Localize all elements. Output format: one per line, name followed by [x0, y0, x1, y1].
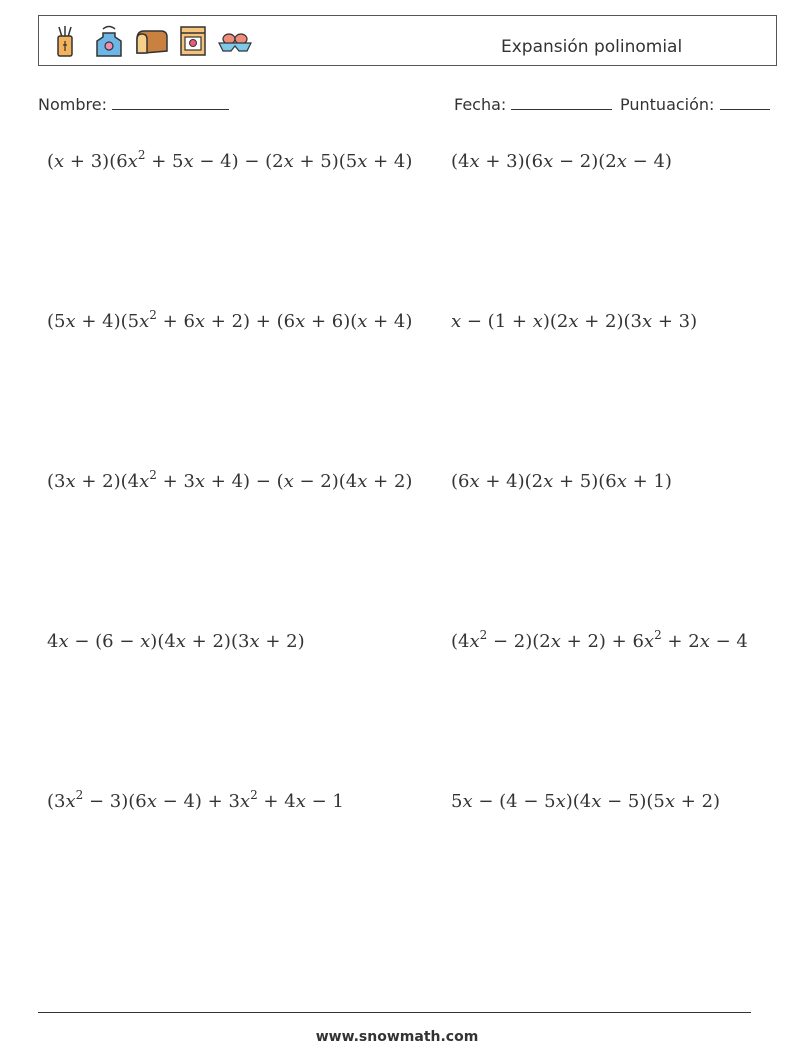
expression-text: + 3 [156, 471, 195, 492]
variable: x [357, 151, 368, 172]
variable: x [469, 631, 480, 652]
variable: x [65, 471, 76, 492]
expression-text: )(4 [565, 791, 592, 812]
worksheet-title: Expansión polinomial [501, 37, 683, 57]
variable: x [295, 311, 306, 332]
bread-icon [133, 23, 169, 59]
exponent: 2 [75, 788, 84, 802]
variable: x [65, 791, 76, 812]
variable: x [469, 471, 480, 492]
expression-text: 4 [47, 631, 59, 652]
exponent: 2 [250, 788, 258, 802]
score-label: Puntuación: [620, 95, 715, 114]
problem-10 [451, 791, 720, 812]
variable: x [550, 631, 561, 652]
expression-text: ( [47, 151, 55, 172]
expression-text: + 2) + 6 [560, 631, 644, 652]
variable: x [139, 311, 150, 332]
variable: x [194, 471, 206, 492]
expression-text: )(2 [542, 311, 569, 332]
variable: x [357, 471, 368, 492]
variable: x [543, 471, 554, 492]
variable: x [127, 151, 138, 172]
expression-text: − 2)(2 [553, 151, 617, 172]
expression-text: − 4 [709, 631, 748, 652]
exponent: 2 [137, 148, 146, 162]
oven-icon [175, 23, 211, 59]
expression-text: + 4)(2 [479, 471, 544, 492]
expression-text: − (1 + [461, 311, 533, 332]
problem-7 [47, 631, 305, 652]
header-icons [49, 23, 253, 59]
variable: x [139, 471, 150, 492]
date-blank[interactable] [511, 95, 612, 110]
expression-text: − 1 [305, 791, 344, 812]
score-field[interactable] [620, 95, 770, 114]
expression-text: + 2)(3 [185, 631, 250, 652]
variable: x [295, 791, 306, 812]
variable: x [65, 311, 76, 332]
variable: x [643, 631, 655, 652]
variable: x [616, 471, 627, 492]
variable: x [146, 791, 157, 812]
variable: x [283, 151, 294, 172]
variable: x [532, 311, 543, 332]
expression-text: + 2)(3 [578, 311, 642, 332]
expression-text: + 2) + (6 [205, 311, 296, 332]
expression-text: + 3)(6 [479, 151, 544, 172]
expression-text: (5 [47, 311, 66, 332]
problem-6 [451, 471, 672, 492]
expression-text: (3 [47, 791, 66, 812]
variable: x [616, 151, 627, 172]
variable: x [183, 151, 194, 172]
expression-text: + 5 [145, 151, 184, 172]
variable: x [568, 311, 579, 332]
expression-text: + 4) [367, 311, 413, 332]
variable: x [543, 151, 554, 172]
footer-divider [38, 1012, 751, 1013]
variable: x [699, 631, 710, 652]
expression-text: 5 [451, 791, 463, 812]
score-blank[interactable] [720, 95, 770, 110]
expression-text: + 6 [156, 311, 195, 332]
name-blank[interactable] [112, 95, 229, 110]
apron-icon [91, 23, 127, 59]
expression-text: + 3)(6 [64, 151, 128, 172]
problem-9 [47, 788, 344, 812]
variable: x [469, 151, 480, 172]
expression-text: + 2)(4 [75, 471, 140, 492]
date-label: Fecha: [454, 95, 507, 114]
date-field[interactable] [454, 95, 612, 114]
variable: x [283, 471, 294, 492]
variable: x [462, 791, 473, 812]
expression-text: + 2 [661, 631, 700, 652]
expression-text: )(4 [150, 631, 176, 652]
variable: x [641, 311, 653, 332]
expression-text: + 3) [652, 311, 698, 332]
problem-8 [451, 628, 748, 652]
expression-text: (6 [451, 471, 470, 492]
egg-tray-icon [217, 23, 253, 59]
problem-4 [451, 311, 697, 332]
expression-text: + 2) [675, 791, 721, 812]
worksheet-header [38, 15, 777, 66]
expression-text: + 5)(6 [553, 471, 617, 492]
expression-text: + 2) [367, 471, 413, 492]
expression-text: + 4) − ( [205, 471, 284, 492]
expression-text: − 4) + 3 [156, 791, 240, 812]
variable: x [194, 311, 206, 332]
expression-text: − 2)(2 [487, 631, 551, 652]
expression-text: + 6)( [305, 311, 358, 332]
exponent: 2 [479, 628, 488, 642]
expression-text: − (6 − [68, 631, 141, 652]
exponent: 2 [149, 308, 157, 322]
footer-website: www.snowmath.com [315, 1029, 479, 1045]
expression-text: (4 [451, 631, 470, 652]
variable: x [357, 311, 368, 332]
variable: x [591, 791, 602, 812]
expression-text: − 2)(4 [293, 471, 358, 492]
variable: x [175, 631, 186, 652]
expression-text: − 4) [626, 151, 672, 172]
expression-text: + 4) [367, 151, 413, 172]
variable: x [664, 791, 676, 812]
problem-5 [47, 468, 413, 492]
expression-text: + 5)(5 [293, 151, 358, 172]
expression-text: + 4)(5 [75, 311, 140, 332]
exponent: 2 [654, 628, 662, 642]
problem-3 [47, 308, 413, 332]
expression-text: − 5)(5 [601, 791, 665, 812]
variable: x [555, 791, 566, 812]
expression-text: (3 [47, 471, 66, 492]
kitchen-utensils-icon [49, 23, 85, 59]
problem-1 [47, 148, 413, 172]
variable: x [140, 631, 151, 652]
expression-text: − 3)(6 [83, 791, 147, 812]
expression-text: + 4 [257, 791, 296, 812]
expression-text: + 1) [626, 471, 672, 492]
variable: x [239, 791, 251, 812]
name-label: Nombre: [38, 95, 107, 114]
expression-text: − 4) − (2 [193, 151, 284, 172]
name-field[interactable] [38, 95, 229, 114]
variable: x [54, 151, 65, 172]
expression-text: − (4 − 5 [472, 791, 556, 812]
variable: x [249, 631, 260, 652]
problem-2 [451, 151, 672, 172]
variable: x [451, 311, 462, 332]
exponent: 2 [149, 468, 157, 482]
expression-text: + 2) [259, 631, 305, 652]
variable: x [58, 631, 69, 652]
expression-text: (4 [451, 151, 470, 172]
